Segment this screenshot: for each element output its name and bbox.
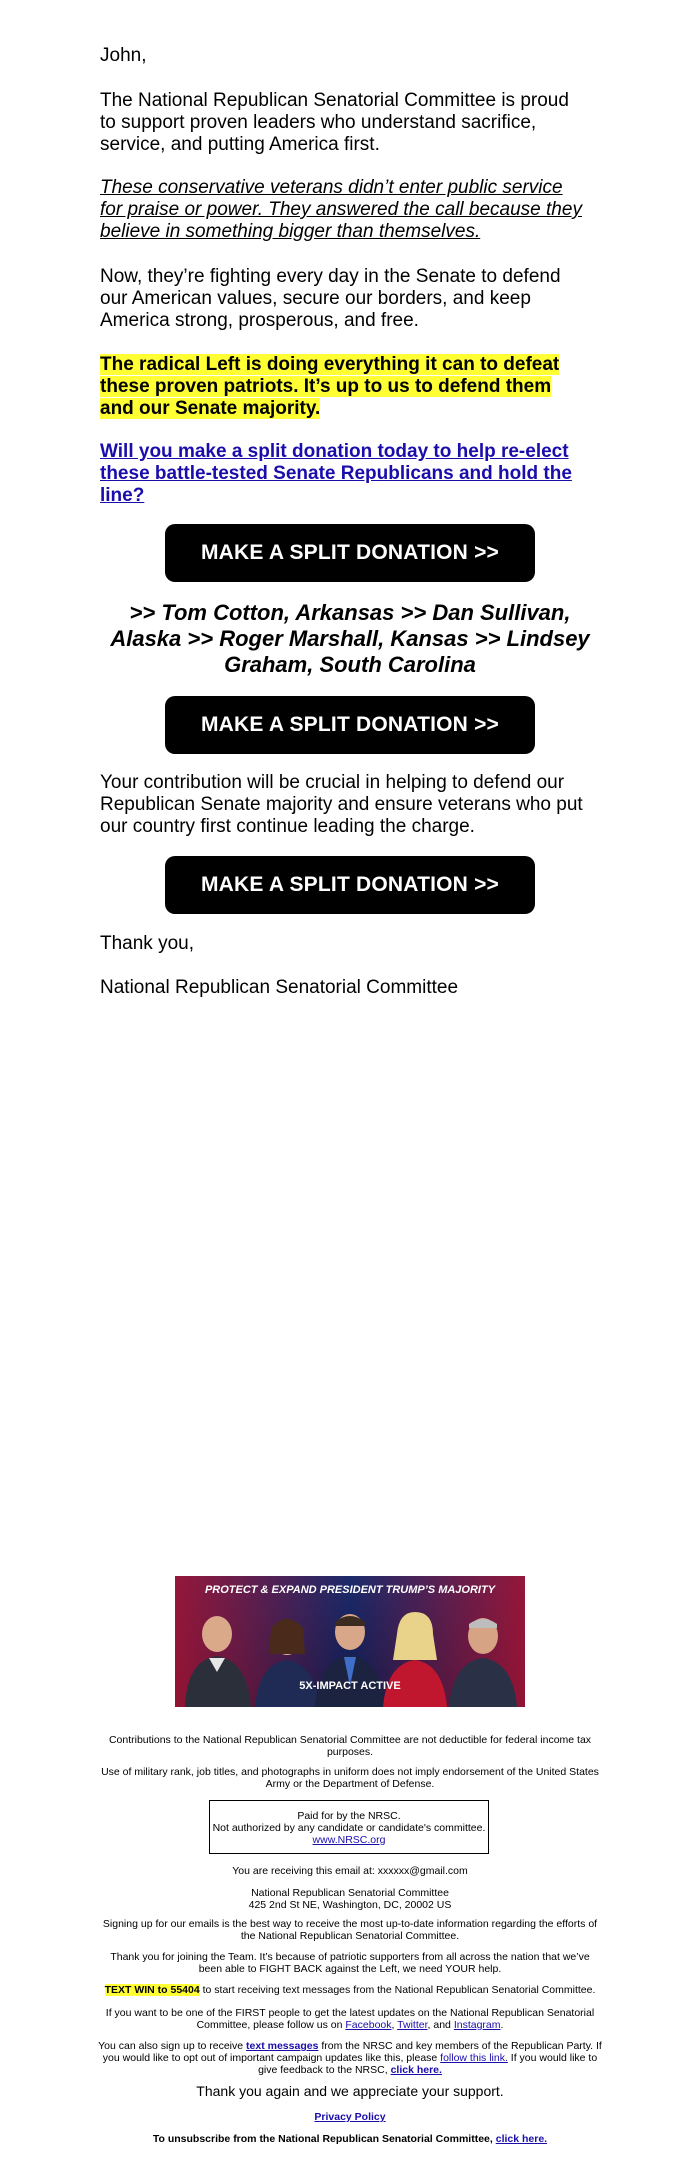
highlight-text: The radical Left is doing everything it can to defeat these proven patriots. It’s up to us to defend them and our Senate majority. <box>100 354 560 419</box>
privacy-line <box>98 2111 602 2123</box>
veterans-quote: These conservative veterans didn’t enter public service for praise or power. They answered the call because they believe in something bigger than themselves. <box>100 177 582 242</box>
paid-by: Paid for by the NRSC. <box>297 1810 401 1822</box>
address: 425 2nd St NE, Washington, DC, 20002 US <box>248 1899 452 1911</box>
signup-note: Signing up for our emails is the best way to receive the most up-to-date information regarding the efforts of the National Republican Senatorial Committee. <box>102 1918 598 1942</box>
military-disclaimer: Use of military rank, job titles, and photographs in uniform does not imply endorsement of the United States Army or the Department of Defense. <box>101 1766 599 1790</box>
sms-post: If you would like to give feedback to the NRSC, <box>258 2052 598 2076</box>
split-donation-button-1[interactable]: MAKE A SPLIT DONATION >> <box>165 524 535 582</box>
nrsc-site-link[interactable]: www.NRSC.org <box>312 1834 386 1846</box>
thank-you: Thank you, <box>100 933 194 954</box>
receiving-email-line <box>98 1865 602 1877</box>
banner-graphic <box>175 1576 525 1707</box>
unsubscribe-line <box>98 2133 602 2145</box>
candidates-list: >> Tom Cotton, Arkansas >> Dan Sullivan, Alaska >> Roger Marshall, Kansas >> Lindsey Graham, South Carolina <box>110 600 590 677</box>
highlight-paragraph <box>100 354 590 420</box>
instagram-link[interactable]: Instagram <box>453 2019 501 2031</box>
tax-disclaimer: Contributions to the National Republican Senatorial Committee are not deductible for federal income tax purposes. <box>108 1734 592 1758</box>
banner-headline: PROTECT & EXPAND PRESIDENT TRUMP’S MAJORITY <box>204 1584 496 1596</box>
unsubscribe-link[interactable]: click here. <box>495 2133 548 2145</box>
twitter-link[interactable]: Twitter <box>397 2019 428 2031</box>
text-win-line <box>98 1984 602 1996</box>
greeting: John, <box>100 45 147 66</box>
follow-us-note: If you want to be one of the FIRST people to get the latest updates on the National Republican Senatorial Committee, please follow us on Facebook, Twitter, and Instagram. <box>105 2007 595 2031</box>
not-authorized: Not authorized by any candidate or candidate's committee. <box>212 1822 486 1834</box>
receiving-label: You are receiving this email at: <box>232 1865 375 1877</box>
org-name: National Republican Senatorial Committee <box>251 1887 449 1899</box>
text-win-highlight: TEXT WIN to 55404 <box>104 1984 200 1996</box>
split-donation-ask-link[interactable]: Will you make a split donation today to help re-elect these battle-tested Senate Republicans and hold the line? <box>100 441 572 506</box>
text-win-rest: to start receiving text messages from the National Republican Senatorial Committee. <box>202 1984 596 1996</box>
split-donation-button-2[interactable]: MAKE A SPLIT DONATION >> <box>165 696 535 754</box>
joining-note: Thank you for joining the Team. It’s because of patriotic supporters from all across the nation that we’ve been able to FIGHT BACK against the Left, we need YOUR help. <box>110 1951 590 1975</box>
ask-paragraph <box>100 441 590 507</box>
and-text: and <box>433 2019 451 2031</box>
fighting-paragraph: Now, they’re fighting every day in the Senate to defend our American values, secure our borders, and keep America strong, prosperous, and free. <box>100 266 561 331</box>
text-messages-link[interactable]: text messages <box>246 2040 319 2052</box>
unsubscribe-text: To unsubscribe from the National Republican Senatorial Committee, <box>152 2133 493 2145</box>
signature: National Republican Senatorial Committee <box>100 977 459 998</box>
paid-for-box <box>209 1800 489 1854</box>
majority-banner-image[interactable] <box>175 1576 525 1707</box>
privacy-policy-link[interactable]: Privacy Policy <box>314 2111 386 2123</box>
banner-badge: 5X-IMPACT ACTIVE <box>299 1680 401 1692</box>
contribution-paragraph: Your contribution will be crucial in helping to defend our Republican Senate majority and ensure veterans who put our country first continue leading the charge. <box>100 772 583 837</box>
receiving-email: xxxxxx@gmail.com <box>377 1865 468 1877</box>
thank-again: Thank you again and we appreciate your support. <box>196 2083 504 2099</box>
first-people-text: If you want to be one of the FIRST people to get the latest updates on the National Republican Senatorial Committee, please follow us on <box>105 2007 595 2031</box>
org-address <box>98 1887 602 1911</box>
intro-paragraph: The National Republican Senatorial Committee is proud to support proven leaders who understand sacrifice, service, and putting America first. <box>100 90 569 155</box>
opt-out-link[interactable]: follow this link. <box>440 2052 508 2064</box>
split-donation-button-3[interactable]: MAKE A SPLIT DONATION >> <box>165 856 535 914</box>
sms-pre: You can also sign up to receive <box>98 2040 244 2052</box>
sms-note <box>98 2040 602 2076</box>
facebook-link[interactable]: Facebook <box>345 2019 392 2031</box>
sms-mid: from the NRSC and key members of the Republican Party. If you would like to opt out of important campaign updates like this, please <box>102 2040 602 2064</box>
feedback-link[interactable]: click here. <box>390 2064 442 2076</box>
